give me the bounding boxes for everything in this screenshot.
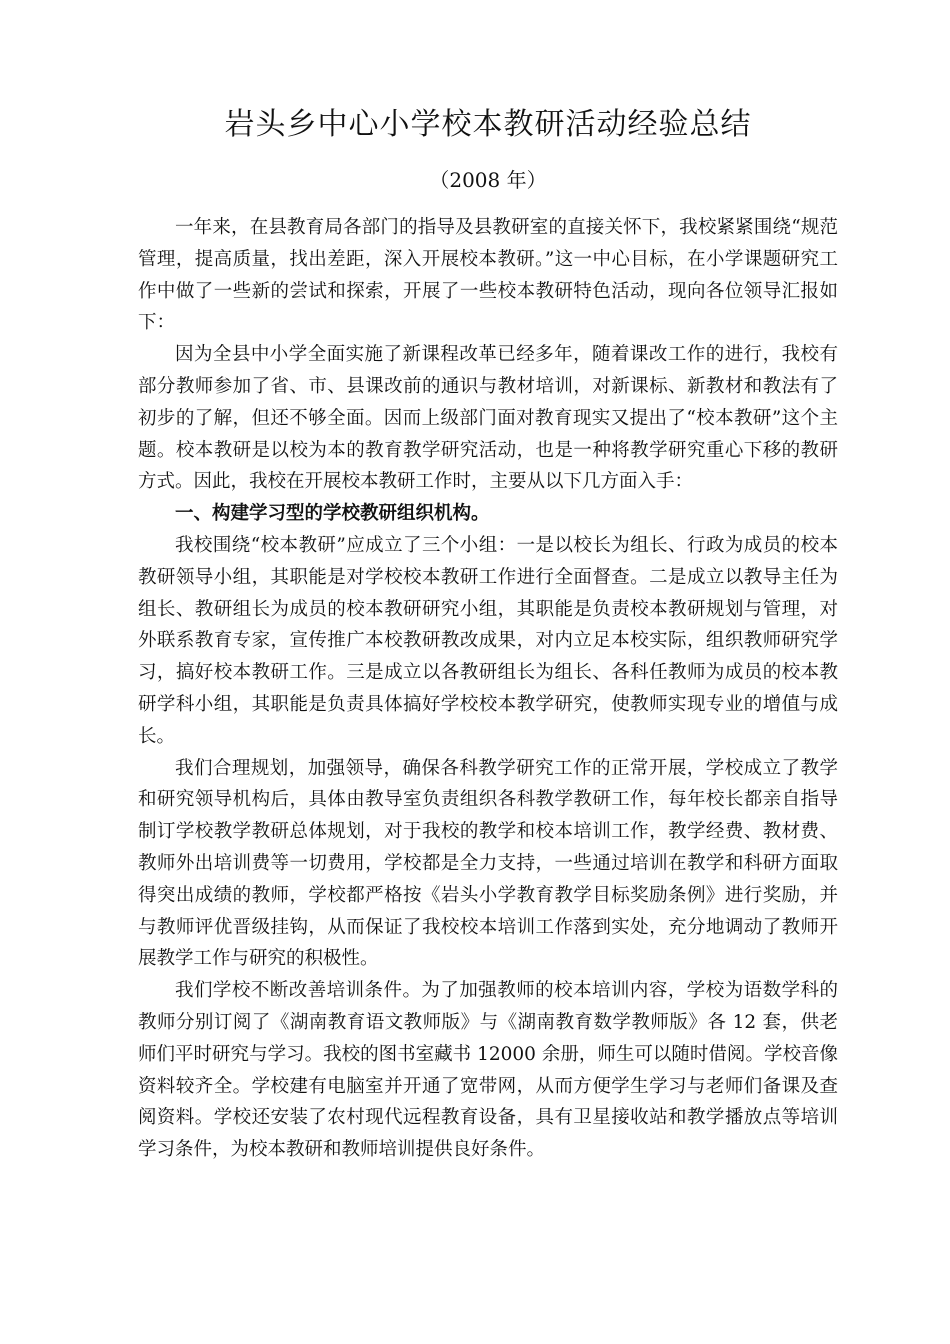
document-subtitle: （2008 年） — [429, 168, 547, 192]
paragraph-planning: 我们合理规划，加强领导，确保各科教学研究工作的正常开展，学校成立了教学和研究领导机构后，具体由教导室负责组织各科教学教研工作，每年校长都亲自指导制订学校教学教研总体规划，对于我校的教学和校本培训工作，教学经费、教材费、教师外出培训费等一切费用，学校都是全力支持，一些通过培训在教学和科研方面取得突出成绩的教师，学校都严格按《岩头小学教育教学目标奖励条例》进行奖励，并与教师评优晋级挂钩，从而保证了我校校本培训工作落到实处，充分地调动了教师开展教学工作与研究的积极性。 — [138, 757, 838, 970]
paragraph-intro: 一年来，在县教育局各部门的指导及县教研室的直接关怀下，我校紧紧围绕“规范管理，提高质量，找出差距，深入开展校本教研。”这一中心目标，在小学课题研究工作中做了一些新的尝试和探索，开展了一些校本教研特色活动，现向各位领导汇报如下： — [138, 217, 838, 334]
document-title: 岩头乡中心小学校本教研活动经验总结 — [224, 107, 752, 142]
document-page — [138, 100, 838, 1166]
paragraph-background: 因为全县中小学全面实施了新课程改革已经多年，随着课改工作的进行，我校有部分教师参加了省、市、县课改前的通识与教材培训，对新课标、新教材和教法有了初步的了解，但还不够全面。因而上级部门面对教育现实又提出了“校本教研”这个主题。校本教研是以校为本的教育教学研究活动，也是一种将教学研究重心下移的教研方式。因此，我校在开展校本教研工作时，主要从以下几方面入手： — [138, 344, 838, 493]
paragraph-conditions: 我们学校不断改善培训条件。为了加强教师的校本培训内容，学校为语数学科的教师分别订阅了《湖南教育语文教师版》与《湖南教育数学教师版》各 12 套，供老师们平时研究与学习。我校的图书室藏书 12000 余册，师生可以随时借阅。学校音像资料较齐全。学校建有电脑室并开通了宽带网，从而方便学生学习与老师们备课及查阅资料。学校还安装了农村现代远程教育设备，具有卫星接收站和教学播放点等培训学习条件，为校本教研和教师培训提供良好条件。 — [138, 980, 838, 1161]
section-heading-1: 一、构建学习型的学校教研组织机构。 — [175, 503, 490, 525]
paragraph-groups: 我校围绕“校本教研”应成立了三个小组：一是以校长为组长、行政为成员的校本教研领导小组，其职能是对学校校本教研工作进行全面督查。二是成立以教导主任为组长、教研组长为成员的校本教研研究小组，其职能是负责校本教研规划与管理，对外联系教育专家，宣传推广本校教研教改成果，对内立足本校实际，组织教师研究学习，搞好校本教研工作。三是成立以各教研组长为组长、各科任教师为成员的校本教研学科小组，其职能是负责具体搞好学校校本教学研究，使教师实现专业的增值与成长。 — [138, 534, 838, 747]
